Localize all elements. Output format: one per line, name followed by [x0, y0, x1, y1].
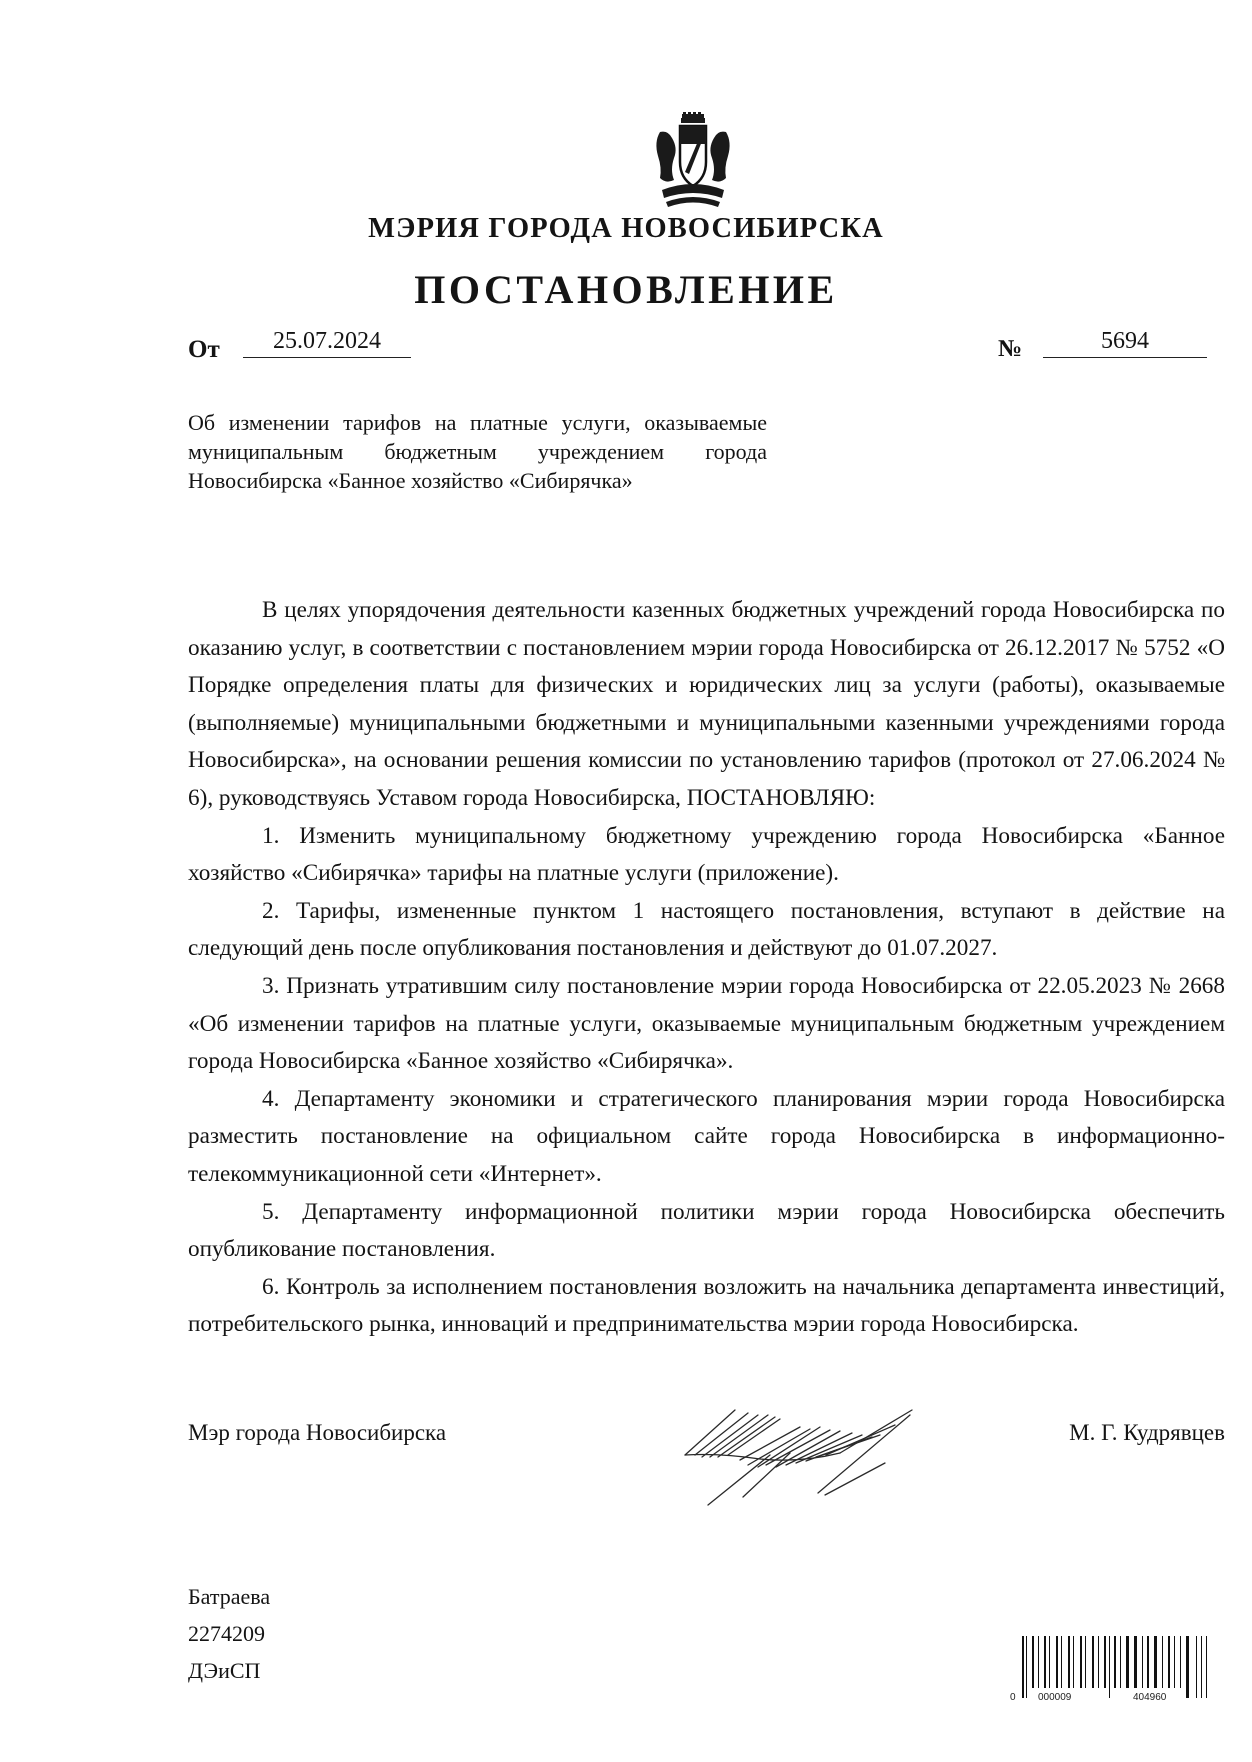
barcode-digits-middle: 000009 [1038, 1692, 1072, 1703]
handwritten-signature-icon [640, 1385, 920, 1510]
barcode-bar [1120, 1636, 1121, 1688]
preamble-paragraph: В целях упорядочения деятельности казенных бюджетных учреждений города Новосибирска по оказанию услуг, в соответствии с постановлением мэрии города Новосибирска от 26.12.2017 № 5752 «О Порядке определения платы для физических и юридических лиц за услуги (работы), оказываемые (выполняемые) муниципальными бюджетными и муниципальными казенными учреждениями города Новосибирска», на основании решения комиссии по установлению тарифов (протокол от 27.06.2024 № 6), руководствуясь Уставом города Новосибирска, ПОСТАНОВЛЯЮ: [188, 597, 1225, 811]
barcode-bar [1022, 1636, 1024, 1698]
barcode-bar [1092, 1636, 1094, 1688]
barcode-bar [1104, 1636, 1106, 1688]
barcode-bar [1056, 1636, 1058, 1688]
barcode-bar [1206, 1636, 1207, 1698]
executor-name: Батраева [188, 1584, 271, 1609]
resolution-item-2: 2. Тарифы, измененные пунктом 1 настоящего постановления, вступают в действие на следующий день после опубликования постановления и действуют до 01.07.2027. [188, 897, 1225, 962]
barcode-bar [1061, 1636, 1062, 1688]
document-date: 25.07.2024 [243, 328, 411, 358]
barcode-bar [1073, 1636, 1074, 1688]
executor-block [188, 1578, 270, 1689]
barcode-bar [1186, 1636, 1189, 1698]
resolution-item-4: 4. Департаменту экономики и стратегического планирования мэрии города Новосибирска разместить постановление на официальном сайте города Новосибирска в информационно-телекоммуникационной сети «Интернет». [188, 1085, 1225, 1187]
resolution-item-3: 3. Признать утратившим силу постановление мэрии города Новосибирска от 22.05.2023 № 2668 «Об изменении тарифов на платные услуги, оказываемые муниципальным бюджетным учреждением города Новосибирска «Банное хозяйство «Сибирячка». [188, 972, 1225, 1075]
barcode-bar [1085, 1636, 1086, 1688]
document-subject: Об изменении тарифов на платные услуги, оказываемые муниципальным бюджетным учреждением города Новосибирска «Банное хозяйство «Сибирячка» [188, 410, 767, 493]
barcode-bar [1044, 1636, 1046, 1688]
barcode-bar [1142, 1636, 1143, 1688]
barcode-bar [1126, 1636, 1129, 1688]
resolution-item-5: 5. Департаменту информационной политики мэрии города Новосибирска обеспечить опубликование постановления. [188, 1198, 1225, 1263]
barcode-bar [1098, 1636, 1099, 1688]
number-label: № [998, 336, 1023, 362]
signatory-name: М. Г. Кудрявцев [1069, 1420, 1225, 1445]
barcode-bar [1168, 1636, 1170, 1688]
resolution-item-6: 6. Контроль за исполнением постановления возложить на начальника департамента инвестиций, потребительского рынка, инноваций и предпринимательства мэрии города Новосибирска. [188, 1273, 1225, 1338]
barcode-bar [1162, 1636, 1163, 1688]
document-number: 5694 [1043, 328, 1207, 358]
organization-name: МЭРИЯ ГОРОДА НОВОСИБИРСКА [368, 212, 884, 244]
executor-department: ДЭиСП [188, 1658, 261, 1683]
signatory-position: Мэр города Новосибирска [188, 1420, 447, 1445]
barcode-bar [1174, 1636, 1175, 1688]
coat-of-arms-icon [652, 112, 734, 210]
barcode-bar [1114, 1636, 1116, 1688]
barcode-bar [1068, 1636, 1070, 1688]
barcode-bar [1109, 1636, 1110, 1698]
document-type-title: ПОСТАНОВЛЕНИЕ [414, 267, 838, 312]
barcode-bar [1032, 1636, 1034, 1688]
barcode-bar [1154, 1636, 1157, 1688]
barcode-bar [1080, 1636, 1082, 1688]
barcode-digits-left: 0 [1010, 1692, 1016, 1703]
resolution-item-1: 1. Изменить муниципальному бюджетному учреждению города Новосибирска «Банное хозяйство «Сибирячка» тарифы на платные услуги (приложение). [188, 822, 1225, 887]
executor-phone: 2274209 [188, 1621, 265, 1646]
barcode-bar [1134, 1636, 1137, 1688]
barcode-bar [1038, 1636, 1039, 1688]
barcode [1008, 1628, 1223, 1703]
barcode-bar [1026, 1636, 1027, 1698]
barcode-bar [1049, 1636, 1050, 1688]
date-label: От [188, 336, 220, 363]
barcode-bar [1201, 1636, 1202, 1698]
barcode-bar [1180, 1636, 1181, 1688]
document-body [188, 592, 1225, 1344]
barcode-bar [1196, 1636, 1197, 1698]
barcode-bar [1147, 1636, 1149, 1688]
barcode-digits-right: 404960 [1133, 1692, 1167, 1703]
